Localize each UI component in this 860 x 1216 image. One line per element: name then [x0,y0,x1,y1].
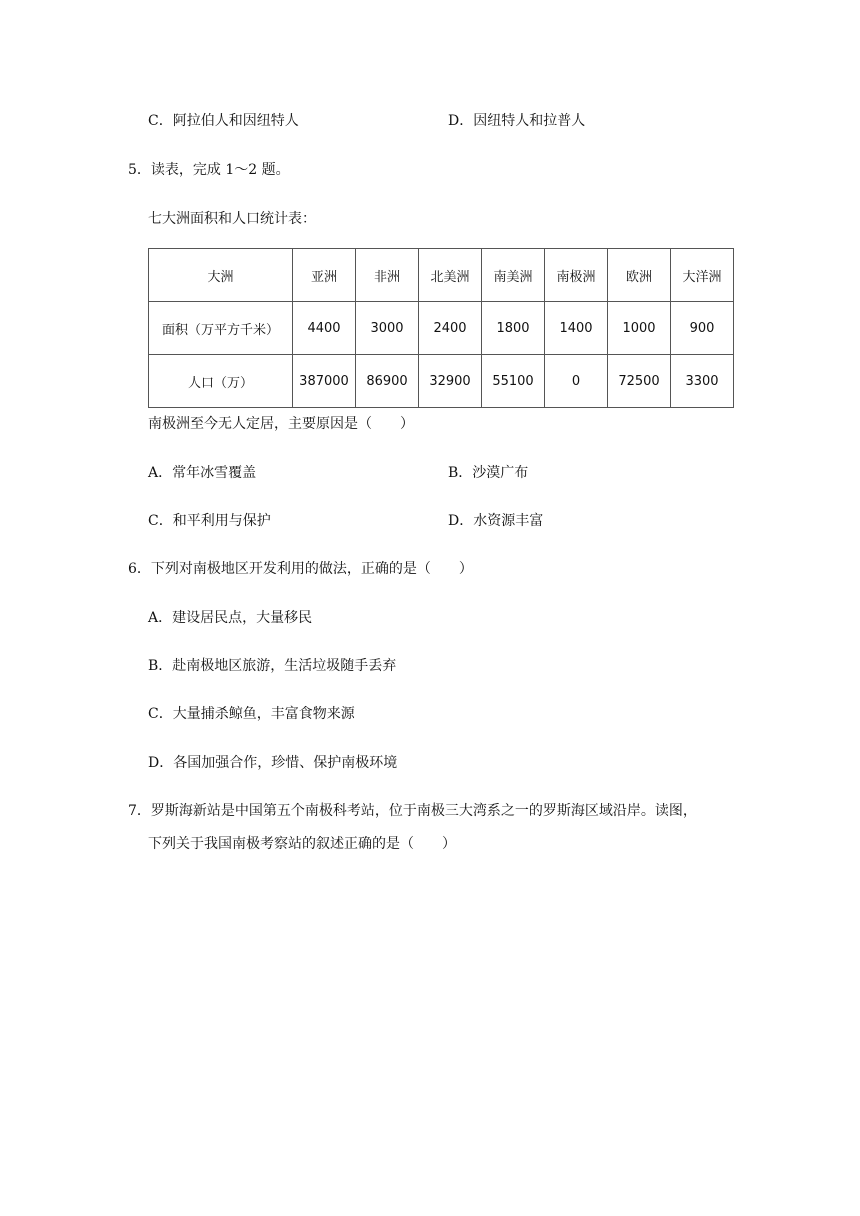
table-row [149,302,734,355]
table-cell: 2400 [419,302,482,355]
continent-stats-table [148,248,734,408]
table-cell: 面积（万平方千米） [149,302,293,355]
q6-option-d: D．各国加强合作，珍惜、保护南极环境 [148,755,398,771]
q6-option-a: A．建设居民点，大量移民 [148,610,313,626]
table-cell: 人口（万） [149,355,293,408]
table-cell: 72500 [608,355,671,408]
table-header-cell: 大洲 [149,249,293,302]
q5-sub-question: 南极洲至今无人定居，主要原因是（ ） [148,416,414,432]
table-header-cell: 非洲 [356,249,419,302]
q7-stem-line1: 7．罗斯海新站是中国第五个南极科考站，位于南极三大湾系之一的罗斯海区域沿岸。读图， [128,803,697,819]
table-header-cell: 南极洲 [545,249,608,302]
table-cell: 1400 [545,302,608,355]
table-header-cell: 大洋洲 [671,249,734,302]
q4-option-d: D．因纽特人和拉普人 [448,113,586,129]
q5-option-a: A．常年冰雪覆盖 [148,465,257,481]
q5-stem: 5．读表，完成 1～2 题。 [128,162,290,178]
table-row [149,355,734,408]
table-header-cell: 欧洲 [608,249,671,302]
q5-option-c: C．和平利用与保护 [148,513,271,529]
table-header-cell: 南美洲 [482,249,545,302]
table-header-row [149,249,734,302]
table-caption: 七大洲面积和人口统计表： [148,211,316,227]
table-cell: 3300 [671,355,734,408]
q5-option-d: D．水资源丰富 [448,513,544,529]
table-header-cell: 北美洲 [419,249,482,302]
table-cell: 32900 [419,355,482,408]
table-cell: 1000 [608,302,671,355]
q6-stem: 6．下列对南极地区开发利用的做法，正确的是（ ） [128,561,473,577]
table-header-cell: 亚洲 [293,249,356,302]
table-cell: 387000 [293,355,356,408]
q5-option-b: B．沙漠广布 [448,465,529,481]
table-cell: 1800 [482,302,545,355]
q7-stem-line2: 下列关于我国南极考察站的叙述正确的是（ ） [148,836,456,852]
table-cell: 900 [671,302,734,355]
table-cell: 55100 [482,355,545,408]
table-cell: 3000 [356,302,419,355]
q6-option-c: C．大量捕杀鲸鱼，丰富食物来源 [148,706,355,722]
table-cell: 86900 [356,355,419,408]
q6-option-b: B．赴南极地区旅游，生活垃圾随手丢弃 [148,658,397,674]
q4-option-c: C．阿拉伯人和因纽特人 [148,113,299,129]
table-cell: 4400 [293,302,356,355]
table-cell: 0 [545,355,608,408]
